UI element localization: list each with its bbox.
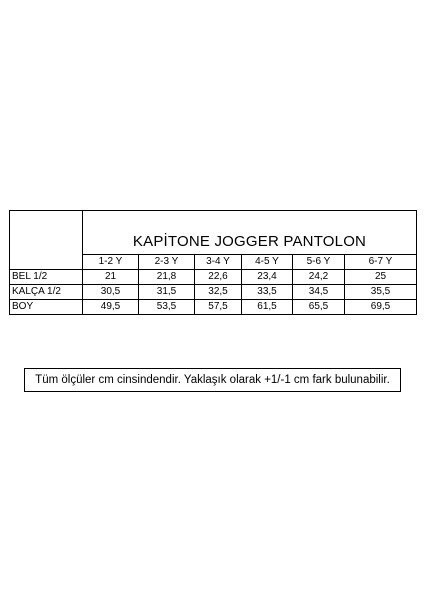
row-label: BOY <box>10 300 83 315</box>
column-header: 1-2 Y <box>83 255 139 270</box>
table-cell: 34,5 <box>293 285 345 300</box>
row-label: BEL 1/2 <box>10 270 83 285</box>
table-cell: 25 <box>345 270 417 285</box>
table-cell: 35,5 <box>345 285 417 300</box>
table-title: KAPİTONE JOGGER PANTOLON <box>83 211 417 255</box>
table-cell: 21,8 <box>139 270 195 285</box>
title-row <box>10 211 417 255</box>
table-cell: 31,5 <box>139 285 195 300</box>
table-cell: 65,5 <box>293 300 345 315</box>
table-row <box>10 285 417 300</box>
table-cell: 24,2 <box>293 270 345 285</box>
size-chart-table <box>9 210 417 315</box>
table-cell: 21 <box>83 270 139 285</box>
table-cell: 53,5 <box>139 300 195 315</box>
column-header: 6-7 Y <box>345 255 417 270</box>
column-header: 5-6 Y <box>293 255 345 270</box>
table-cell: 22,6 <box>195 270 242 285</box>
column-header: 4-5 Y <box>242 255 293 270</box>
table-cell: 30,5 <box>83 285 139 300</box>
table-row <box>10 300 417 315</box>
table-cell: 69,5 <box>345 300 417 315</box>
table-row <box>10 270 417 285</box>
column-header: 3-4 Y <box>195 255 242 270</box>
table-cell: 61,5 <box>242 300 293 315</box>
table-cell: 33,5 <box>242 285 293 300</box>
table-cell: 49,5 <box>83 300 139 315</box>
measurement-note: Tüm ölçüler cm cinsindendir. Yaklaşık olarak +1/-1 cm fark bulunabilir. <box>24 368 401 392</box>
table-cell: 32,5 <box>195 285 242 300</box>
row-label: KALÇA 1/2 <box>10 285 83 300</box>
table-cell: 57,5 <box>195 300 242 315</box>
corner-cell <box>10 211 83 270</box>
table-cell: 23,4 <box>242 270 293 285</box>
column-header: 2-3 Y <box>139 255 195 270</box>
